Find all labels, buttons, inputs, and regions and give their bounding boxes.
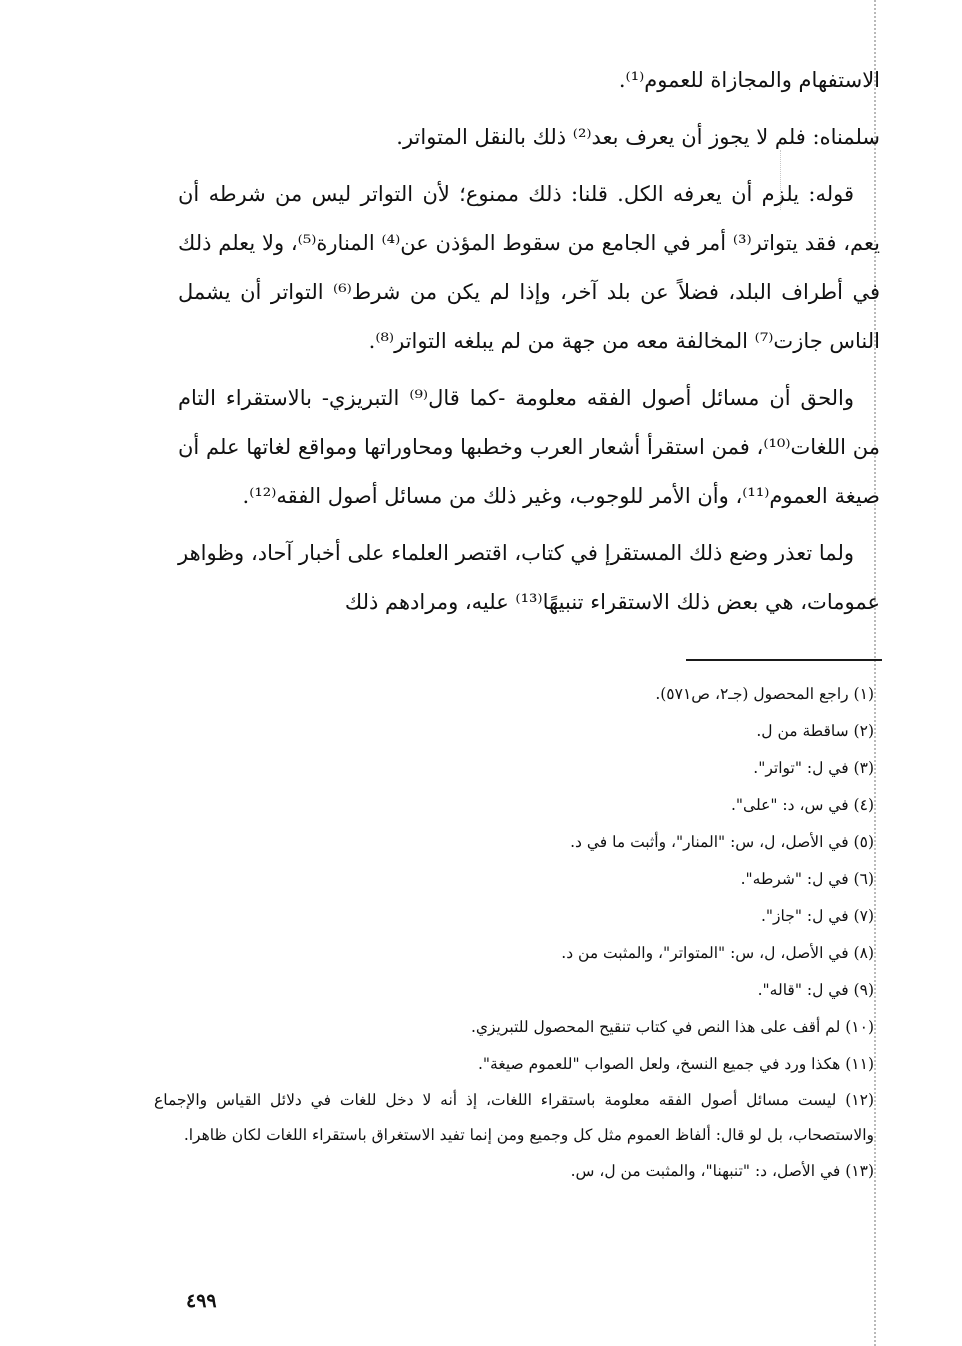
paragraph-1: الاستفهام والمجازاة للعموم⁽¹⁾. xyxy=(618,68,880,92)
paragraph-3: قوله: يلزم أن يعرفه الكل. قلنا: ذلك ممنوع؛ لأن التواتر ليس من شرطه أن يعم، فقد يتواتر⁽³⁾ أمر في الجامع من سقوط المؤذن عن⁽⁴⁾ المنارة⁽⁵⁾، ولا يعلم ذلك في أطراف البلد، فضلاً عن بلد آخر، وإذا لم يكن من شرط⁽⁶⁾ التواتر أن يشمل الناس جازت⁽⁷⁾ المخالفة معه من جهة من لم يبلغه التواتر⁽⁸⁾. xyxy=(178,182,880,353)
footnote-13: (١٣) في الأصل، د: "تنبهنا"، والمثبت من ل، س. xyxy=(570,1162,874,1180)
footnote-5: (٥) في الأصل، ل، س: "المنار"، وأثبت ما في د. xyxy=(570,833,874,851)
footnote-10: (١٠) لم أقف على هذا النص في كتاب تنقيح المحصول للتبريزي. xyxy=(470,1018,874,1036)
footnote-6: (٦) في ل: "شرطه". xyxy=(740,870,874,888)
footnote-1: (١) راجع المحصول (جـ٢، ص٥٧١). xyxy=(655,685,874,703)
page-number: ٤٩٩ xyxy=(186,1290,217,1312)
footnote-12: (١٢) ليست مسائل أصول الفقه معلومة باستقراء اللغات، إذ أنه لا دخل للغات في دلائل القياس والإجماع والاستصحاب، بل لو قال: ألفاظ العموم مثل كل وجميع ومن إنما تفيد الاستغراق باستقراء اللغات لكان ظاهرا. xyxy=(154,1091,874,1144)
main-text xyxy=(178,56,880,635)
footnote-2: (٢) ساقطة من ل. xyxy=(756,722,874,740)
footnote-3: (٣) في ل: "تواتر". xyxy=(753,759,874,777)
paragraph-5: ولما تعذر وضع ذلك المستقرإ في كتاب، اقتصر العلماء على أخبار آحاد، وظواهر عمومات، هي بعض ذلك الاستقراء تنبيهًا⁽¹³⁾ عليه، ومرادهم ذلك xyxy=(178,541,880,614)
paragraph-4: والحق أن مسائل أصول الفقه معلومة -كما قال⁽⁹⁾ التبريزي- بالاستقراء التام من اللغات⁽¹⁰⁾، فمن استقرأ أشعار العرب وخطبها ومحاوراتها ومواقع لغاتها علم أن صيغة العموم⁽¹¹⁾، وأن الأمر للوجوب، وغير ذلك من مسائل أصول الفقه⁽¹²⁾. xyxy=(178,386,880,508)
footnote-separator xyxy=(686,659,882,661)
footnote-4: (٤) في س، د: "على". xyxy=(730,796,874,814)
paragraph-2: سلمناه: فلم لا يجوز أن يعرف بعد⁽²⁾ ذلك بالنقل المتواتر. xyxy=(396,125,880,149)
footnote-11: (١١) هكذا ورد في جميع النسخ، ولعل الصواب "للعموم صيغة". xyxy=(477,1055,874,1073)
footnote-7: (٧) في ل: "جاز". xyxy=(760,907,874,925)
footnote-9: (٩) في ل: "قاله". xyxy=(757,981,874,999)
footnotes xyxy=(154,676,874,1190)
footnote-8: (٨) في الأصل، ل، س: "المتواتر"، والمثبت من د. xyxy=(561,944,874,962)
